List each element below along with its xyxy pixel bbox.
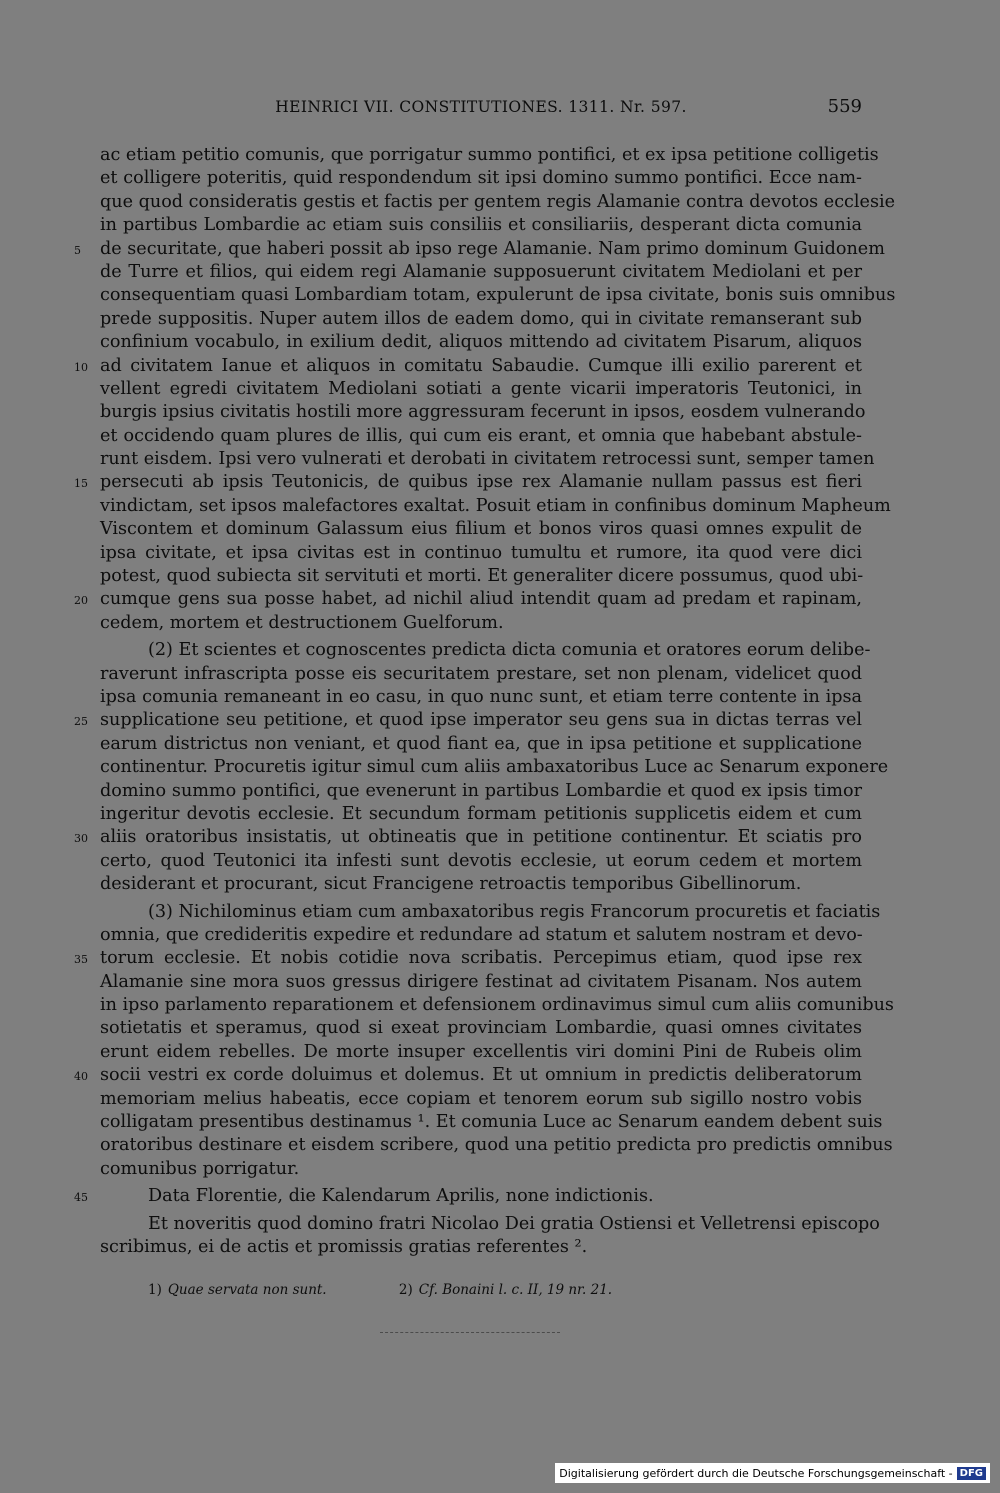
line-text: ipsa civitate, et ipsa civitas est in continuo tumultu et rumore, ita quod vere dici xyxy=(100,542,862,563)
text-line xyxy=(100,1041,862,1064)
line-text: ad civitatem Ianue et aliquos in comitatu Sabaudie. Cumque illi exilio parerent et xyxy=(100,355,862,376)
line-number: 35 xyxy=(74,953,88,967)
text-line xyxy=(100,495,891,518)
dfg-logo: DFG xyxy=(957,1467,986,1480)
text-line xyxy=(74,471,862,494)
line-text: persecuti ab ipsis Teutonicis, de quibus ipse rex Alamanie nullam passus est fieri xyxy=(100,472,862,493)
text-line xyxy=(100,191,896,214)
line-text: ipsa comunia remaneant in eo casu, in quo nunc sunt, et etiam terre contente in ipsa xyxy=(100,686,862,707)
text-line xyxy=(100,308,862,331)
line-text: burgis ipsius civitatis hostili more aggressuram fecerunt in ipsos, eosdem vulnerando xyxy=(100,402,866,423)
line-number: 20 xyxy=(74,594,88,608)
line-text: Viscontem et dominum Galassum eius filium et bonos viros quasi omnes expulit de xyxy=(100,519,862,540)
text-line xyxy=(100,425,862,448)
digitization-credit xyxy=(555,1463,990,1483)
text-line xyxy=(74,238,885,261)
line-text: in ipso parlamento reparationem et defensionem ordinavimus simul cum aliis comunibus xyxy=(100,995,894,1016)
line-number: 40 xyxy=(74,1070,88,1084)
line-text: Data Florentie, die Kalendarum Aprilis, none indictionis. xyxy=(148,1186,654,1207)
text-line xyxy=(74,826,862,849)
text-line xyxy=(100,331,862,354)
text-line xyxy=(100,261,862,284)
text-line xyxy=(100,733,862,756)
text-line xyxy=(74,588,862,611)
text-line xyxy=(100,686,862,709)
footnote-1: 1) Quae servata non sunt. xyxy=(148,1282,327,1298)
text-line xyxy=(100,167,862,190)
running-header xyxy=(100,94,862,124)
line-text: omnia, que credideritis expedire et redundare ad statum et salutem nostram et devo- xyxy=(100,924,863,945)
running-title: HEINRICI VII. CONSTITUTIONES. 1311. Nr. 597. xyxy=(275,98,687,116)
line-text: continentur. Procuretis igitur simul cum aliis ambaxatoribus Luce ac Senarum exponere xyxy=(100,757,889,778)
line-text: de securitate, que haberi possit ab ipso rege Alamanie. Nam primo dominum Guidonem xyxy=(100,238,885,259)
line-text: (2) Et scientes et cognoscentes predicta dicta comunia et oratores eorum delibe- xyxy=(148,640,871,661)
text-line xyxy=(74,1185,862,1208)
text-line xyxy=(100,1111,883,1134)
line-text: supplicatione seu petitione, et quod ipse imperator seu gens sua in dictas terras vel xyxy=(100,710,862,731)
line-text: torum ecclesie. Et nobis cotidie nova scribatis. Percepimus etiam, quod ipse rex xyxy=(100,948,862,969)
text-line xyxy=(100,971,862,994)
line-text: (3) Nichilominus etiam cum ambaxatoribus regis Francorum procuretis et faciatis xyxy=(148,901,881,922)
text-line xyxy=(100,850,862,873)
line-text: prede suppositis. Nuper autem illos de eadem domo, qui in civitate remanserant sub xyxy=(100,308,862,329)
text-line xyxy=(100,214,862,237)
text-line xyxy=(74,1064,862,1087)
text-line xyxy=(100,1158,862,1181)
line-text: de Turre et filios, qui eidem regi Alamanie supposuerunt civitatem Mediolani et per xyxy=(100,261,862,282)
line-text: in partibus Lombardie ac etiam suis consiliis et consiliariis, desperant dicta comunia xyxy=(100,215,862,236)
line-text: certo, quod Teutonici ita infesti sunt devotis ecclesie, ut eorum cedem et mortem xyxy=(100,850,862,871)
text-line xyxy=(100,873,862,896)
body-text xyxy=(74,144,896,1259)
footnote-2: 2) Cf. Bonaini l. c. II, 19 nr. 21. xyxy=(398,1282,613,1298)
text-line xyxy=(100,542,862,565)
line-text: ac etiam petitio comunis, que porrigatur summo pontifici, et ex ipsa petitione colligetis xyxy=(100,145,879,165)
text-line xyxy=(74,947,862,970)
line-number: 15 xyxy=(74,477,88,491)
text-line xyxy=(100,612,862,635)
line-text: vellent egredi civitatem Mediolani sotiati a gente vicarii imperatoris Teutonici, in xyxy=(100,378,862,399)
line-text: raverunt infrascripta posse eis securitatem prestare, set non plenam, videlicet quod xyxy=(100,663,862,684)
line-text: erunt eidem rebelles. De morte insuper excellentis viri domini Pini de Rubeis olim xyxy=(100,1041,862,1062)
text-line xyxy=(100,1134,893,1157)
divider-rule xyxy=(380,1332,560,1334)
text-line xyxy=(100,901,881,924)
line-text: colligatam presentibus destinamus ¹. Et comunia Luce ac Senarum eandem debent suis xyxy=(100,1112,883,1133)
line-text: et occidendo quam plures de illis, qui cum eis erant, et omnia que habebant abstule- xyxy=(100,425,862,446)
text-line xyxy=(100,378,862,401)
text-line xyxy=(74,709,862,732)
footnotes xyxy=(148,1282,680,1298)
text-line xyxy=(100,1213,880,1236)
line-text: scribimus, ei de actis et promissis gratias referentes ². xyxy=(100,1236,588,1257)
line-text: desiderant et procurant, sicut Francigene retroactis temporibus Gibellinorum. xyxy=(100,874,802,895)
page-number: 559 xyxy=(827,96,862,117)
line-text: runt eisdem. Ipsi vero vulnerati et derobati in civitatem retrocessi sunt, semper tamen xyxy=(100,449,875,470)
line-text: cedem, mortem et destructionem Guelforum. xyxy=(100,612,504,633)
text-line xyxy=(100,1236,862,1259)
line-text: Et noveritis quod domino fratri Nicolao Dei gratia Ostiensi et Velletrensi episcopo xyxy=(148,1213,880,1234)
line-text: confinium vocabulo, in exilium dedit, aliquos mittendo ad civitatem Pisarum, aliquos xyxy=(100,332,862,353)
line-number: 25 xyxy=(74,715,88,729)
line-text: ingeritur devotis ecclesie. Et secundum formam petitionis supplicetis eidem et cum xyxy=(100,803,862,824)
line-text: comunibus porrigatur. xyxy=(100,1158,300,1179)
line-text: cumque gens sua posse habet, ad nichil aliud intendit quam ad predam et rapinam, xyxy=(100,589,862,610)
line-text: vindictam, set ipsos malefactores exaltat. Posuit etiam in confinibus dominum Mapheum xyxy=(100,495,891,516)
line-text: earum districtus non veniant, et quod fiant ea, que in ipsa petitione et supplicatione xyxy=(100,733,862,754)
line-text: oratoribus destinare et eisdem scribere, quod una petitio predicta pro predictis omnibus xyxy=(100,1135,893,1156)
text-line xyxy=(100,994,894,1017)
text-line xyxy=(100,780,862,803)
text-line xyxy=(100,924,862,947)
line-number: 10 xyxy=(74,360,88,374)
credit-text: Digitalisierung gefördert durch die Deutsche Forschungsgemeinschaft - xyxy=(559,1466,953,1480)
text-line xyxy=(100,663,862,686)
line-text: memoriam melius habeatis, ecce copiam et tenorem eorum sub sigillo nostro vobis xyxy=(100,1088,862,1109)
line-text: domino summo pontifici, que evenerunt in partibus Lombardie et quod ex ipsis timor xyxy=(100,780,862,801)
text-line xyxy=(100,803,862,826)
line-number: 30 xyxy=(74,832,88,846)
line-number: 45 xyxy=(74,1191,88,1205)
text-line xyxy=(100,144,879,167)
text-line xyxy=(100,639,871,662)
text-line xyxy=(100,518,862,541)
text-line xyxy=(74,355,862,378)
line-text: sotietatis et speramus, quod si exeat provinciam Lombardie, quasi omnes civitates xyxy=(100,1018,862,1039)
text-line xyxy=(100,448,875,471)
text-line xyxy=(100,401,866,424)
line-number: 5 xyxy=(74,243,81,257)
line-text: socii vestri ex corde doluimus et dolemus. Et ut omnium in predictis deliberatorum xyxy=(100,1065,862,1086)
line-text: et colligere poteritis, quid respondendum sit ipsi domino summo pontifici. Ecce nam- xyxy=(100,168,862,189)
text-line xyxy=(100,756,889,779)
line-text: Alamanie sine mora suos gressus dirigere festinat ad civitatem Pisanam. Nos autem xyxy=(100,971,862,992)
line-text: que quod consideratis gestis et factis per gentem regis Alamanie contra devotos ecclesie xyxy=(100,191,896,212)
text-line xyxy=(100,565,862,588)
text-line xyxy=(100,1017,862,1040)
line-text: aliis oratoribus insistatis, ut obtineatis que in petitione continentur. Et sciatis pro xyxy=(100,827,862,848)
text-line xyxy=(100,284,896,307)
line-text: potest, quod subiecta sit servituti et morti. Et generaliter dicere possumus, quod ubi- xyxy=(100,566,864,587)
line-text: consequentiam quasi Lombardiam totam, expulerunt de ipsa civitate, bonis suis omnibus xyxy=(100,285,896,306)
text-line xyxy=(100,1088,862,1111)
